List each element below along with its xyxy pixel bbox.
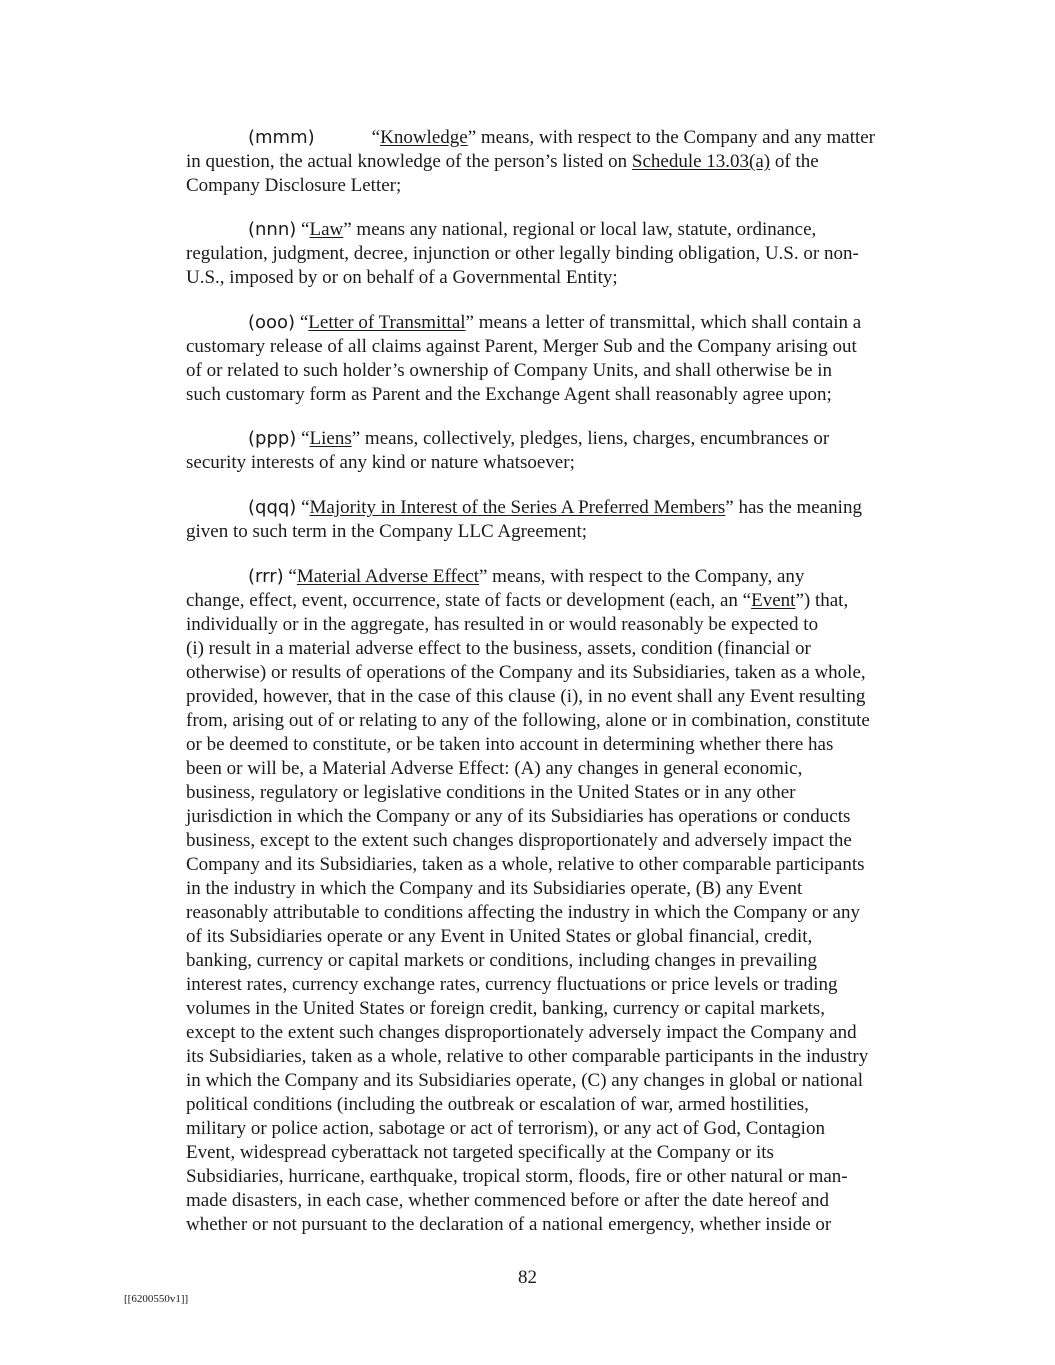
paragraph-rrr-line: except to the extent such changes disproportionately adversely impact the Company and [186,1022,857,1043]
paragraph-rrr-line: banking, currency or capital markets or conditions, including changes in prevailing [186,950,818,971]
document-id: [[6200550v1]] [124,1293,189,1305]
clause-label-ooo: (ooo) [248,312,296,333]
paragraph-rrr-line: from, arising out of or relating to any of the following, alone or in combination, constitute [186,710,870,731]
paragraph-rrr-line: in which the Company and its Subsidiaries operate, (C) any changes in global or national [186,1070,863,1091]
paragraph-rrr-line: interest rates, currency exchange rates, currency fluctuations or price levels or trading [186,974,838,995]
paragraph-rrr-line: of its Subsidiaries operate or any Event in United States or global financial, credit, [186,926,813,947]
clause-label-mmm: (mmm) [248,127,315,148]
paragraph-rrr-line: made disasters, in each case, whether commenced before or after the date hereof and [186,1190,830,1211]
paragraph-rrr-line: military or police action, sabotage or act of terrorism), or any act of God, Contagion [186,1118,825,1139]
paragraph-nnn-line-2: regulation, judgment, decree, injunction or other legally binding obligation, U.S. or non- [186,243,859,264]
paragraph-qqq-line-2: given to such term in the Company LLC Agreement; [186,521,588,542]
paragraph-rrr-line: reasonably attributable to conditions affecting the industry in which the Company or any [186,902,860,923]
paragraph-rrr-line: (i) result in a material adverse effect to the business, assets, condition (financial or [186,638,811,659]
clause-label-qqq: (qqq) [248,497,297,518]
clause-label-nnn: (nnn) [248,219,297,240]
paragraph-rrr-line: Event, widespread cyberattack not targeted specifically at the Company or its [186,1142,774,1163]
paragraph-rrr-line: otherwise) or results of operations of the Company and its Subsidiaries, taken as a whole, [186,662,866,683]
paragraph-rrr-line: whether or not pursuant to the declaration of a national emergency, whether inside or [186,1214,832,1235]
paragraph-rrr-line: its Subsidiaries, taken as a whole, relative to other comparable participants in the industry [186,1046,869,1067]
paragraph-mmm-line-3: Company Disclosure Letter; [186,175,402,196]
schedule-reference: Schedule 13.03(a) [631,151,771,172]
paragraph-rrr-line: volumes in the United States or foreign credit, banking, currency or capital markets, [186,998,825,1019]
paragraph-rrr-line: Company and its Subsidiaries, taken as a whole, relative to other comparable participants [186,854,865,875]
clause-label-rrr: (rrr) [248,566,284,587]
defined-term-law: Law [309,219,344,240]
paragraph-mmm-line-1: (mmm) “Knowledge” means, with respect to the Company and any matter [248,127,876,148]
paragraph-ppp-line-2: security interests of any kind or nature whatsoever; [186,452,575,473]
paragraph-rrr-line-2: change, effect, event, occurrence, state of facts or development (each, an “Event”) that, [186,590,849,611]
page-number: 82 [518,1267,537,1288]
defined-term-liens: Liens [309,428,352,449]
paragraph-rrr-line-1: (rrr) “Material Adverse Effect” means, with respect to the Company, any [248,566,805,587]
paragraph-rrr-line: provided, however, that in the case of this clause (i), in no event shall any Event resulting [186,686,866,707]
paragraph-rrr-line: been or will be, a Material Adverse Effect: (A) any changes in general economic, [186,758,803,779]
defined-term-material-adverse-effect: Material Adverse Effect [296,566,479,587]
defined-term-letter-of-transmittal: Letter of Transmittal [308,312,466,333]
defined-term-majority-in-interest: Majority in Interest of the Series A Preferred Members [309,497,726,518]
paragraph-ooo-line-3: of or related to such holder’s ownership of Company Units, and shall otherwise be in [186,360,833,381]
paragraph-rrr-line: business, regulatory or legislative conditions in the United States or in any other [186,782,796,803]
paragraph-rrr-line: Subsidiaries, hurricane, earthquake, tropical storm, floods, fire or other natural or man- [186,1166,848,1187]
paragraph-qqq-line-1: (qqq) “Majority in Interest of the Series A Preferred Members” has the meaning [248,497,862,518]
paragraph-rrr-line: or be deemed to constitute, or be taken into account in determining whether there has [186,734,834,755]
paragraph-rrr-line: jurisdiction in which the Company or any of its Subsidiaries has operations or conducts [186,806,851,827]
paragraph-rrr-line: business, except to the extent such changes disproportionately and adversely impact the [186,830,852,851]
paragraph-mmm-line-2: in question, the actual knowledge of the person’s listed on Schedule 13.03(a) of the [186,151,819,172]
paragraph-nnn-line-3: U.S., imposed by or on behalf of a Governmental Entity; [186,267,618,288]
paragraph-ooo-line-2: customary release of all claims against Parent, Merger Sub and the Company arising out [186,336,857,357]
paragraph-ooo-line-1: (ooo) “Letter of Transmittal” means a letter of transmittal, which shall contain a [248,312,862,333]
paragraph-rrr-line: individually or in the aggregate, has resulted in or would reasonably be expected to [186,614,819,635]
paragraph-rrr-line: political conditions (including the outbreak or escalation of war, armed hostilities, [186,1094,809,1115]
paragraph-ppp-line-1: (ppp) “Liens” means, collectively, pledges, liens, charges, encumbrances or [248,428,830,449]
defined-term-knowledge: Knowledge [380,127,468,148]
paragraph-ooo-line-4: such customary form as Parent and the Exchange Agent shall reasonably agree upon; [186,384,832,405]
clause-label-ppp: (ppp) [248,428,297,449]
defined-term-event: Event [751,590,796,611]
paragraph-nnn-line-1: (nnn) “Law” means any national, regional or local law, statute, ordinance, [248,219,817,240]
paragraph-rrr-line: in the industry in which the Company and its Subsidiaries operate, (B) any Event [186,878,803,899]
